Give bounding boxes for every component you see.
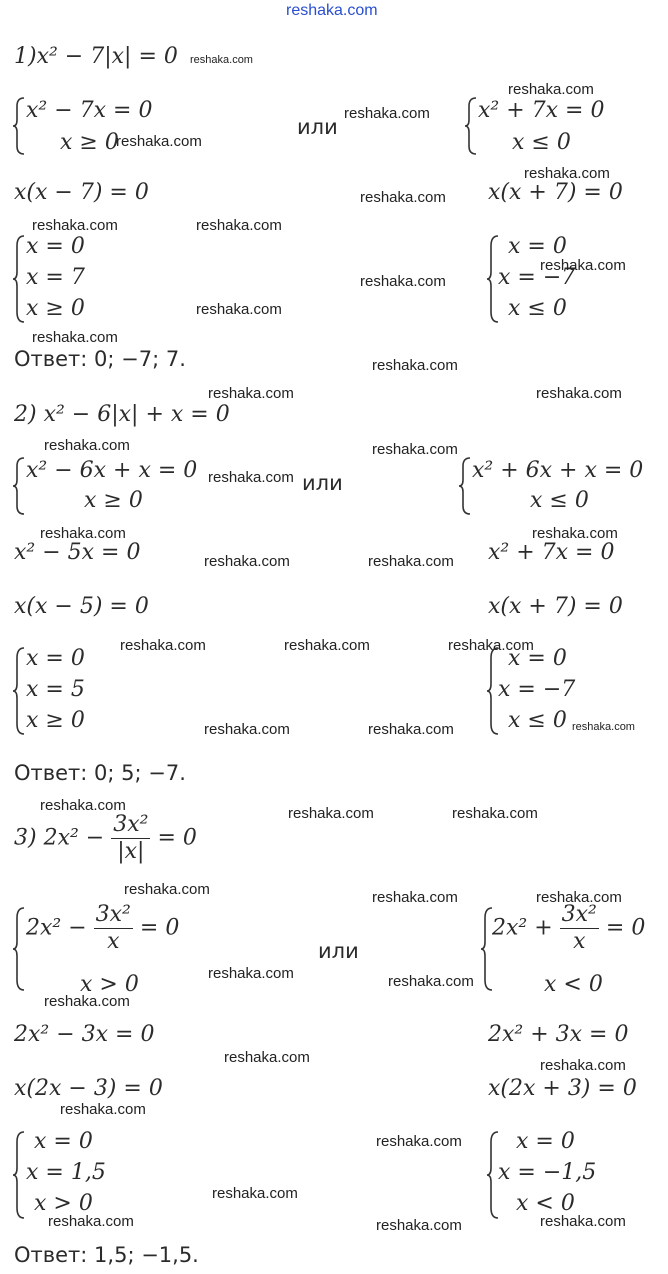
p2-root-left-1: x = 0 <box>26 646 85 671</box>
p2-root-right-1: x = 0 <box>508 646 567 671</box>
watermark: reshaka.com <box>452 805 538 822</box>
watermark: reshaka.com <box>372 441 458 458</box>
p2-root-left-2: x = 5 <box>26 677 85 702</box>
p3-sys-left-cond: x > 0 <box>80 972 139 997</box>
brace-right-p2 <box>458 456 472 516</box>
p1-sys-right-1: x² + 7x = 0 <box>478 98 605 123</box>
watermark: reshaka.com <box>208 965 294 982</box>
p3-fact-right: x(2x + 3) = 0 <box>488 1076 637 1101</box>
p3-sys-right-cond: x < 0 <box>544 972 603 997</box>
p3-simp-left: 2x² − 3x = 0 <box>14 1022 155 1047</box>
p2-answer: Ответ: 0; 5; −7. <box>14 761 186 785</box>
p2-sys-right-2: x ≤ 0 <box>530 488 589 513</box>
p3-sys-left-fraction <box>94 902 133 955</box>
watermark: reshaka.com <box>524 165 610 182</box>
p1-root-right-2: x = −7 <box>498 265 576 290</box>
watermark: reshaka.com <box>208 469 294 486</box>
watermark: reshaka.com <box>190 54 253 66</box>
problem-1-equation: 1)x² − 7|x| = 0 <box>14 44 178 69</box>
p1-sys-right-2: x ≤ 0 <box>512 130 571 155</box>
p2-root-left-3: x ≥ 0 <box>26 708 85 733</box>
watermark: reshaka.com <box>32 217 118 234</box>
p3-fact-left: x(2x − 3) = 0 <box>14 1076 163 1101</box>
p2-root-right-2: x = −7 <box>498 677 576 702</box>
p2-fact-left: x(x − 5) = 0 <box>14 594 149 619</box>
p3-sys-left-num: 3x² <box>95 902 131 927</box>
watermark: reshaka.com <box>124 881 210 898</box>
p1-root-left-2: x = 7 <box>26 265 85 290</box>
watermark: reshaka.com <box>48 1213 134 1230</box>
p1-fact-left: x(x − 7) = 0 <box>14 180 149 205</box>
p3-answer: Ответ: 1,5; −1,5. <box>14 1243 199 1267</box>
p2-root-right-3: x ≤ 0 <box>508 708 567 733</box>
p3-eq-num: 3x² <box>113 812 149 837</box>
problem-3-equation <box>14 812 197 865</box>
watermark: reshaka.com <box>40 797 126 814</box>
watermark: reshaka.com <box>116 133 202 150</box>
p2-or: или <box>302 471 343 495</box>
watermark: reshaka.com <box>376 1217 462 1234</box>
p3-root-right-1: x = 0 <box>516 1129 575 1154</box>
p1-root-right-3: x ≤ 0 <box>508 296 567 321</box>
p3-eq-den: |x| <box>117 839 145 864</box>
watermark: reshaka.com <box>540 1213 626 1230</box>
watermark: reshaka.com <box>288 805 374 822</box>
p3-sys-right-post: = 0 <box>605 915 646 941</box>
brace-left-p1 <box>12 96 26 156</box>
p3-sys-left-post: = 0 <box>139 915 180 941</box>
p3-root-left-3: x > 0 <box>34 1191 93 1216</box>
watermark: reshaka.com <box>572 721 635 733</box>
p3-root-left-2: x = 1,5 <box>26 1160 106 1185</box>
p3-root-left-1: x = 0 <box>34 1129 93 1154</box>
p3-sys-right-num: 3x² <box>561 902 597 927</box>
p1-root-left-1: x = 0 <box>26 234 85 259</box>
site-link[interactable]: reshaka.com <box>286 2 378 19</box>
watermark: reshaka.com <box>532 525 618 542</box>
p1-sys-left-1: x² − 7x = 0 <box>26 98 153 123</box>
p3-simp-right: 2x² + 3x = 0 <box>488 1022 629 1047</box>
p3-sys-right-pre: 2x² + <box>492 915 553 941</box>
p3-or: или <box>318 939 359 963</box>
p3-sys-right-eq <box>492 902 645 955</box>
p2-fact-right: x(x + 7) = 0 <box>488 594 623 619</box>
watermark: reshaka.com <box>32 329 118 346</box>
p3-eq-post: = 0 <box>157 825 197 851</box>
p1-root-left-3: x ≥ 0 <box>26 296 85 321</box>
watermark: reshaka.com <box>376 1133 462 1150</box>
p1-fact-right: x(x + 7) = 0 <box>488 180 623 205</box>
watermark: reshaka.com <box>540 257 626 274</box>
watermark: reshaka.com <box>208 385 294 402</box>
p3-sys-left-den: x <box>107 929 120 954</box>
watermark: reshaka.com <box>448 637 534 654</box>
watermark: reshaka.com <box>204 553 290 570</box>
brace-left-p2 <box>12 456 26 516</box>
watermark: reshaka.com <box>360 273 446 290</box>
p3-eq-fraction <box>111 812 150 865</box>
p1-or: или <box>297 115 338 139</box>
watermark: reshaka.com <box>44 993 130 1010</box>
watermark: reshaka.com <box>344 105 430 122</box>
watermark: reshaka.com <box>536 889 622 906</box>
brace-left-p1-roots <box>12 234 26 324</box>
watermark: reshaka.com <box>196 301 282 318</box>
p2-sys-right-1: x² + 6x + x = 0 <box>472 458 644 483</box>
watermark: reshaka.com <box>40 525 126 542</box>
brace-left-p2-roots <box>12 646 26 736</box>
watermark: reshaka.com <box>212 1185 298 1202</box>
p2-simp-right: x² + 7x = 0 <box>488 540 615 565</box>
watermark: reshaka.com <box>536 385 622 402</box>
problem-2-equation: 2) x² − 6|x| + x = 0 <box>14 402 230 427</box>
p1-root-right-1: x = 0 <box>508 234 567 259</box>
p1-sys-left-2: x ≥ 0 <box>60 130 119 155</box>
brace-right-p1 <box>464 96 478 156</box>
watermark: reshaka.com <box>368 553 454 570</box>
p2-simp-left: x² − 5x = 0 <box>14 540 141 565</box>
p1-answer: Ответ: 0; −7; 7. <box>14 347 186 371</box>
p2-sys-left-2: x ≥ 0 <box>84 488 143 513</box>
watermark: reshaka.com <box>224 1049 310 1066</box>
watermark: reshaka.com <box>60 1101 146 1118</box>
watermark: reshaka.com <box>284 637 370 654</box>
p3-sys-left-eq <box>26 902 179 955</box>
watermark: reshaka.com <box>196 217 282 234</box>
brace-left-p3 <box>12 906 26 992</box>
watermark: reshaka.com <box>540 1057 626 1074</box>
p3-sys-right-den: x <box>573 929 586 954</box>
p3-sys-right-fraction <box>560 902 599 955</box>
watermark: reshaka.com <box>44 437 130 454</box>
watermark: reshaka.com <box>368 721 454 738</box>
p3-sys-left-pre: 2x² − <box>26 915 87 941</box>
watermark: reshaka.com <box>204 721 290 738</box>
p3-root-right-3: x < 0 <box>516 1191 575 1216</box>
watermark: reshaka.com <box>372 889 458 906</box>
watermark: reshaka.com <box>120 637 206 654</box>
brace-left-p3-roots <box>12 1130 26 1220</box>
watermark: reshaka.com <box>372 357 458 374</box>
watermark: reshaka.com <box>388 973 474 990</box>
watermark: reshaka.com <box>508 81 594 98</box>
p3-eq-pre: 3) 2x² − <box>14 825 105 851</box>
watermark: reshaka.com <box>360 189 446 206</box>
p3-root-right-2: x = −1,5 <box>498 1160 597 1185</box>
p2-sys-left-1: x² − 6x + x = 0 <box>26 458 198 483</box>
